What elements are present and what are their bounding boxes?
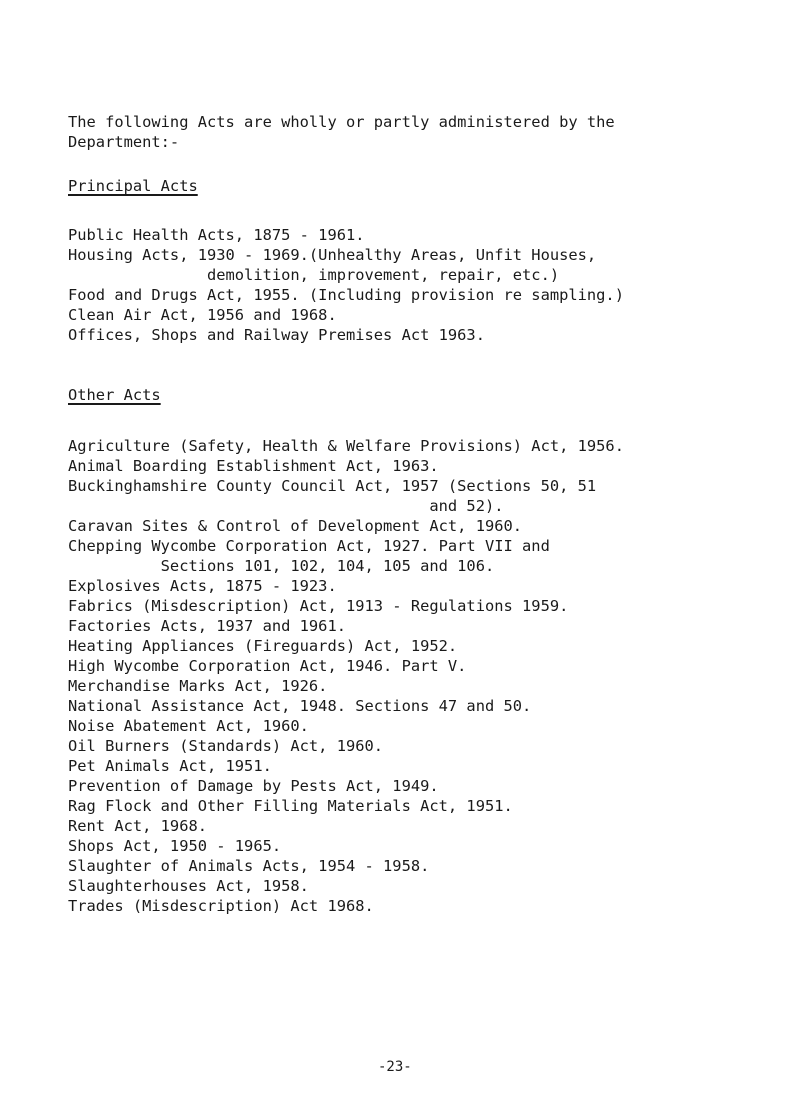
other-act-line: Animal Boarding Establishment Act, 1963. bbox=[68, 457, 439, 475]
other-act-line: High Wycombe Corporation Act, 1946. Part V. bbox=[68, 657, 467, 675]
other-act-line: Factories Acts, 1937 and 1961. bbox=[68, 617, 346, 635]
other-act-line: Caravan Sites & Control of Development Act, 1960. bbox=[68, 517, 523, 535]
other-act-line: National Assistance Act, 1948. Sections 47 and 50. bbox=[68, 697, 532, 715]
other-act-line: Shops Act, 1950 - 1965. bbox=[68, 837, 282, 855]
other-act-line: Explosives Acts, 1875 - 1923. bbox=[68, 577, 337, 595]
other-act-line: Slaughter of Animals Acts, 1954 - 1958. bbox=[68, 857, 430, 875]
intro-line-1: The following Acts are wholly or partly administered by the bbox=[68, 113, 615, 131]
other-act-line: Noise Abatement Act, 1960. bbox=[68, 717, 309, 735]
other-act-line: Oil Burners (Standards) Act, 1960. bbox=[68, 737, 384, 755]
other-act-line: Pet Animals Act, 1951. bbox=[68, 757, 272, 775]
other-act-line: and 52). bbox=[68, 497, 504, 515]
other-act-line: Rag Flock and Other Filling Materials Act, 1951. bbox=[68, 797, 513, 815]
other-act-line: Agriculture (Safety, Health & Welfare Provisions) Act, 1956. bbox=[68, 437, 624, 455]
other-act-line: Rent Act, 1968. bbox=[68, 817, 207, 835]
principal-act-line: Public Health Acts, 1875 - 1961. bbox=[68, 226, 365, 244]
intro-line-2: Department:- bbox=[68, 133, 180, 151]
principal-act-line: Food and Drugs Act, 1955. (Including provision re sampling.) bbox=[68, 286, 624, 304]
other-act-line: Buckinghamshire County Council Act, 1957 (Sections 50, 51 bbox=[68, 477, 597, 495]
other-act-line: Sections 101, 102, 104, 105 and 106. bbox=[68, 557, 495, 575]
principal-act-line: Housing Acts, 1930 - 1969.(Unhealthy Areas, Unfit Houses, bbox=[68, 246, 597, 264]
principal-act-line: Offices, Shops and Railway Premises Act 1963. bbox=[68, 326, 485, 344]
other-act-line: Prevention of Damage by Pests Act, 1949. bbox=[68, 777, 439, 795]
other-act-line: Merchandise Marks Act, 1926. bbox=[68, 677, 328, 695]
other-act-line: Trades (Misdescription) Act 1968. bbox=[68, 897, 374, 915]
principal-acts-heading: Principal Acts bbox=[68, 177, 198, 195]
page-number: -23- bbox=[378, 1059, 412, 1075]
other-act-line: Slaughterhouses Act, 1958. bbox=[68, 877, 309, 895]
other-act-line: Heating Appliances (Fireguards) Act, 1952. bbox=[68, 637, 458, 655]
principal-act-line: Clean Air Act, 1956 and 1968. bbox=[68, 306, 337, 324]
other-act-line: Fabrics (Misdescription) Act, 1913 - Regulations 1959. bbox=[68, 597, 569, 615]
principal-act-line: demolition, improvement, repair, etc.) bbox=[68, 266, 560, 284]
other-act-line: Chepping Wycombe Corporation Act, 1927. Part VII and bbox=[68, 537, 550, 555]
other-acts-heading: Other Acts bbox=[68, 386, 161, 404]
